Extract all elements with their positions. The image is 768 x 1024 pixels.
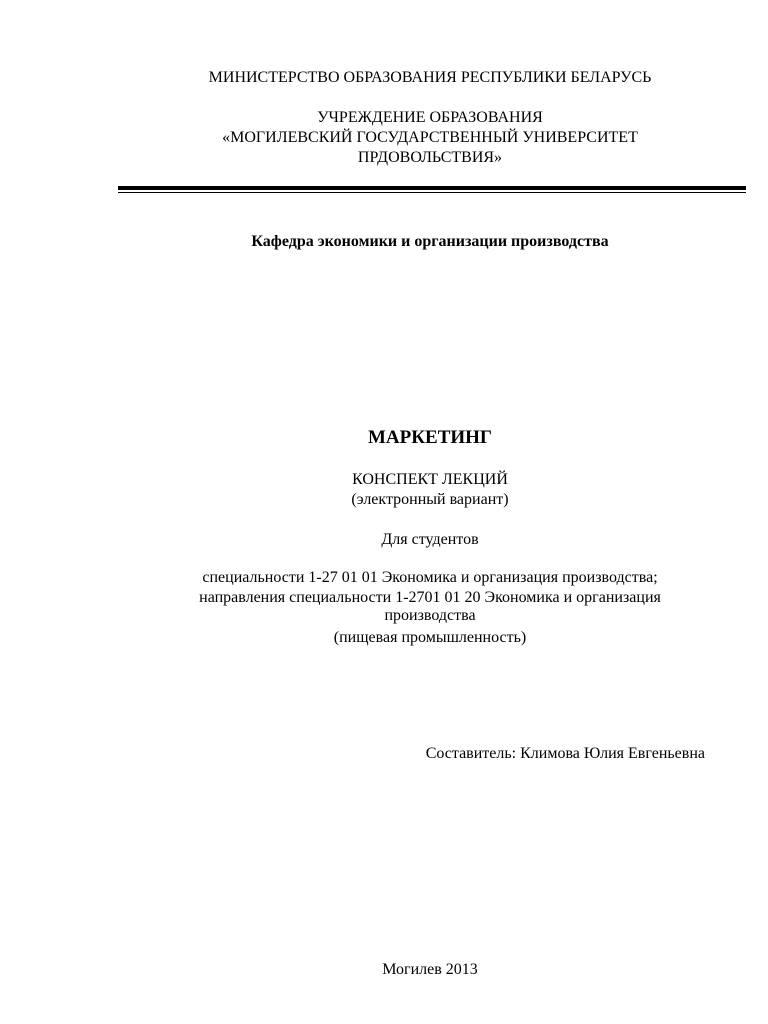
ministry-heading: МИНИСТЕРСТВО ОБРАЗОВАНИЯ РЕСПУБЛИКИ БЕЛАРУСЬ [208, 69, 652, 86]
specialty-line-4: (пищевая промышленность) [333, 629, 527, 646]
specialty-line-3: производства [384, 607, 476, 624]
header-divider-thin [118, 192, 746, 193]
audience: Для студентов [381, 531, 479, 548]
document-title: МАРКЕТИНГ [367, 427, 493, 448]
institution-name-line2: ПРДОВОЛЬСТВИЯ» [357, 149, 503, 166]
document-variant: (электронный вариант) [351, 491, 509, 508]
specialty-line-1: специальности 1-27 01 01 Экономика и организация производства; [202, 569, 658, 586]
specialty-line-2: направления специальности 1-2701 01 20 Экономика и организация [199, 589, 661, 606]
header-divider-thick [118, 186, 746, 190]
institution-type: УЧРЕЖДЕНИЕ ОБРАЗОВАНИЯ [317, 109, 543, 126]
institution-name-line1: «МОГИЛЕВСКИЙ ГОСУДАРСТВЕННЫЙ УНИВЕРСИТЕТ [222, 129, 638, 146]
city-year: Могилев 2013 [382, 961, 478, 978]
department-name: Кафедра экономики и организации производства [251, 233, 609, 250]
compiler-name: Составитель: Климова Юлия Евгеньевна [425, 745, 705, 762]
document-type: КОНСПЕКТ ЛЕКЦИЙ [352, 471, 508, 488]
